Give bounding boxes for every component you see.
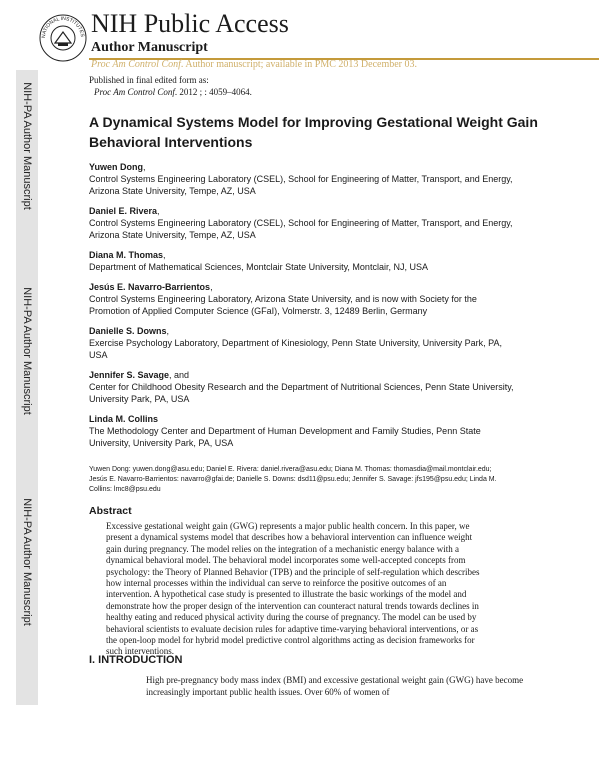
author-entry	[89, 249, 519, 273]
source-line: Proc Am Control Conf. Author manuscript; available in PMC 2013 December 03.	[91, 59, 417, 70]
author-suffix: ,	[210, 282, 213, 292]
side-label-top: NIH-PA Author Manuscript	[21, 82, 33, 210]
author-name: Jesús E. Navarro-Barrientos	[89, 282, 211, 292]
author-affiliation: Control Systems Engineering Laboratory (CSEL), School for Engineering of Matter, Transport, and Energy, Arizona State University, Tempe, AZ, USA	[89, 218, 513, 240]
author-affiliation: Center for Childhood Obesity Research and the Department of Nutritional Sciences, Penn State University, University Park, PA, USA	[89, 382, 514, 404]
author-suffix: ,	[163, 250, 166, 260]
author-entry	[89, 325, 519, 361]
author-affiliation: Control Systems Engineering Laboratory, Arizona State University, and is now with Society for the Promotion of Applied Computer Science (GFaI), Volmerstr. 3, 12489 Berlin, Germany	[89, 294, 477, 316]
abstract-heading: Abstract	[89, 505, 132, 517]
author-affiliation: Control Systems Engineering Laboratory (CSEL), School for Engineering of Matter, Transport, and Energy, Arizona State University, Tempe, AZ, USA	[89, 174, 513, 196]
author-list	[89, 161, 519, 457]
author-manuscript-title: Author Manuscript	[91, 40, 208, 55]
author-emails: Yuwen Dong: yuwen.dong@asu.edu; Daniel E. Rivera: daniel.rivera@asu.edu; Diana M. Thomas: thomasdia@mail.montclair.edu; Jesús E. Navarro-Barrientos: navarro@gfai.de; Danielle S. Downs: dsd11@psu.edu; Jennifer S. Savage: jfs195@psu.edu; Linda M. Collins: lmc8@psu.edu	[89, 466, 497, 493]
author-affiliation: The Methodology Center and Department of Human Development and Family Studies, Penn State University, University Park, PA, USA	[89, 426, 481, 448]
author-name: Diana M. Thomas	[89, 250, 164, 260]
author-suffix: , and	[169, 370, 190, 380]
abstract-text: Excessive gestational weight gain (GWG) represents a major public health concern. In this paper, we present a dynamical systems model that describes how a behavioral intervention can influence weight gain during pregnancy. The model relies on the integration of a mechanistic energy balance with a dynamical behavioral model. The behavioral model incorporates some well-accepted concepts from psychology: the Theory of Planned Behavior (TPB) and the principle of self-regulation which describes how internal processes within the individual can serve to reinforce the positive outcomes of an intervention. A hypothetical case study is presented to illustrate the basic workings of the model and demonstrate how the proper design of the intervention can counteract natural trends towards declines in healthy eating and reduced physical activity during the course of pregnancy. The model can be used by behavioral scientists to evaluate decision rules for adaptive time-varying behavioral interventions, or as the open-loop model for hybrid model predictive control algorithms acting as decision frameworks for such interventions.	[106, 521, 480, 657]
introduction-heading: I. INTRODUCTION	[89, 654, 183, 666]
side-label-bottom: NIH-PA Author Manuscript	[21, 498, 33, 626]
author-suffix: ,	[166, 326, 170, 336]
author-name: Danielle S. Downs	[89, 326, 167, 336]
author-affiliation: Exercise Psychology Laboratory, Department of Kinesiology, Penn State University, University Park, PA, USA	[89, 338, 503, 360]
author-name: Jennifer S. Savage	[89, 370, 170, 380]
publication-citation: Proc Am Control Conf. 2012 ; : 4059–4064.	[94, 87, 252, 97]
author-suffix: ,	[143, 162, 146, 172]
nih-public-access-title: NIH Public Access	[91, 9, 289, 38]
introduction-text: High pre-pregnancy body mass index (BMI) and excessive gestational weight gain (GWG) have become increasingly important public health issues. Over 60% of women of	[146, 675, 524, 697]
side-label-middle: NIH-PA Author Manuscript	[21, 287, 33, 415]
author-name: Linda M. Collins	[89, 414, 158, 424]
paper-title: A Dynamical Systems Model for Improving Gestational Weight Gain Behavioral Interventions	[89, 114, 538, 150]
author-entry	[89, 413, 519, 449]
author-suffix: ,	[157, 206, 160, 216]
author-name: Daniel E. Rivera	[89, 206, 158, 216]
svg-text:NATIONAL INSTITUTES OF HEALTH: NATIONAL INSTITUTES	[40, 15, 86, 39]
author-entry	[89, 205, 519, 241]
author-entry	[89, 281, 519, 317]
published-label: Published in final edited form as:	[89, 75, 209, 85]
author-name: Yuwen Dong	[89, 162, 143, 172]
nih-seal-logo	[38, 8, 88, 64]
author-entry	[89, 161, 519, 197]
author-entry	[89, 369, 519, 405]
author-affiliation: Department of Mathematical Sciences, Montclair State University, Montclair, NJ, USA	[89, 262, 428, 272]
